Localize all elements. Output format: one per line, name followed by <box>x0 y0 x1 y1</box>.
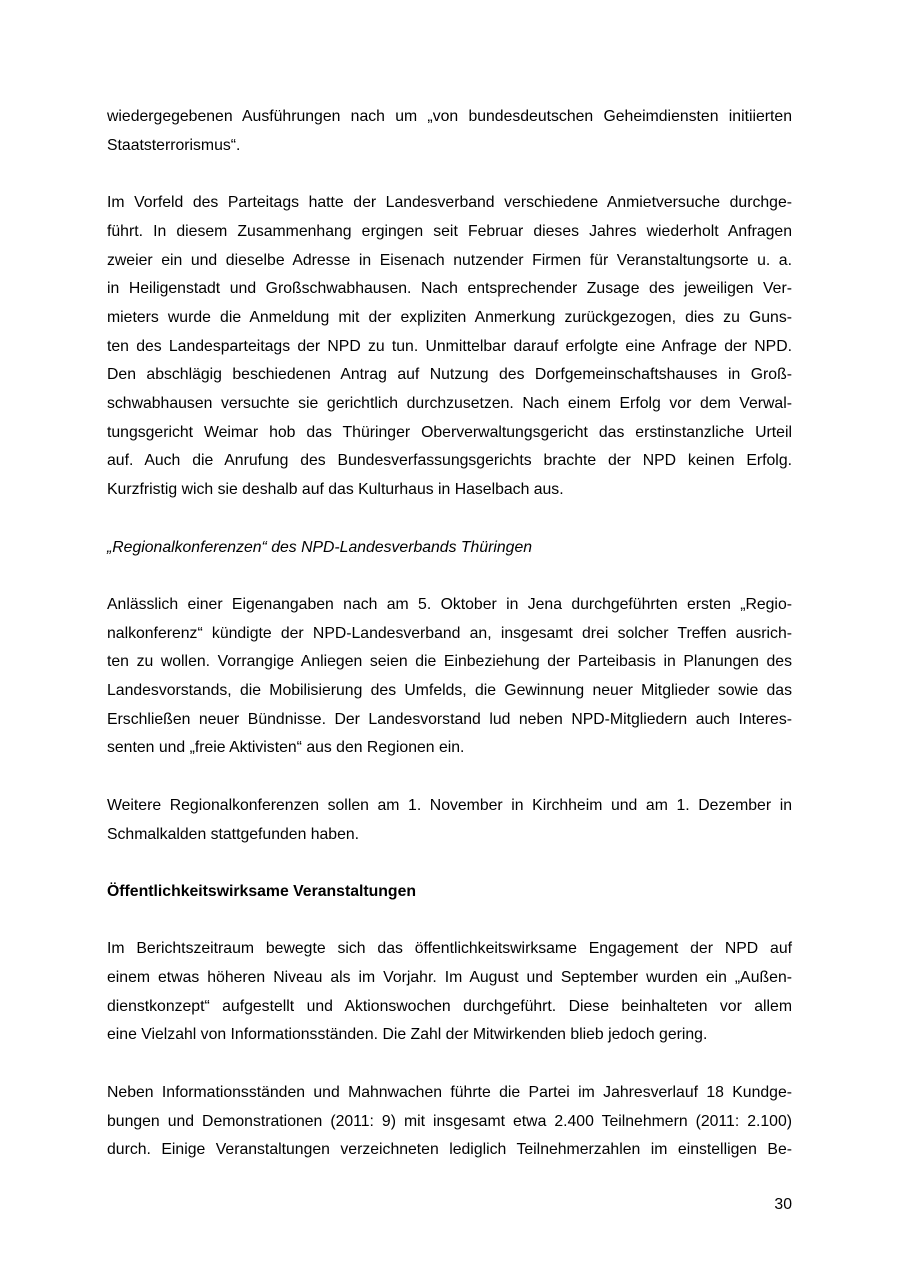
text-line: Weitere Regionalkonferenzen sollen am 1. November in Kirchheim und am 1. Dezember in <box>107 796 792 814</box>
text-line: Neben Informationsständen und Mahnwachen führte die Partei im Jahresverlauf 18 Kundge- <box>107 1083 792 1101</box>
paragraph-public-engagement <box>107 935 792 1050</box>
text-line: zweier ein und dieselbe Adresse in Eisenach nutzender Firmen für Veranstaltungsorte u. a. <box>107 251 792 269</box>
text-line: auf. Auch die Anrufung des Bundesverfassungsgerichts brachte der NPD keinen Erfolg. <box>107 452 792 470</box>
paragraph-intro-continuation <box>107 103 792 160</box>
text-line: Im Berichtszeitraum bewegte sich das öffentlichkeitswirksame Engagement der NPD auf <box>107 940 792 958</box>
text-line: ten des Landesparteitags der NPD zu tun. Unmittelbar darauf erfolgte eine Anfrage der NPD. <box>107 337 792 355</box>
paragraph-regional-conferences <box>107 591 792 763</box>
text-line: wiedergegebenen Ausführungen nach um „von bundesdeutschen Geheimdiensten initiierten <box>107 108 792 125</box>
text-line: tungsgericht Weimar hob das Thüringer Oberverwaltungsgericht das erstinstanzliche Urteil <box>107 423 792 441</box>
heading-text: Öffentlichkeitswirksame Veranstaltungen <box>107 882 417 900</box>
text-line: dienstkonzept“ aufgestellt und Aktionswochen durchgeführt. Diese beinhalteten vor allem <box>107 997 792 1015</box>
text-line: bungen und Demonstrationen (2011: 9) mit insgesamt etwa 2.400 Teilnehmern (2011: 2.100) <box>107 1112 792 1130</box>
section-heading-public-events <box>107 878 792 907</box>
text-line: Staatsterrorismus“. <box>107 136 241 154</box>
text-line: Kurzfristig wich sie deshalb auf das Kulturhaus in Haselbach aus. <box>107 481 564 499</box>
subheading-text: „Regionalkonferenzen“ des NPD-Landesverbands Thüringen <box>107 538 533 556</box>
paragraph-rallies-demonstrations <box>107 1079 792 1165</box>
text-line: durch. Einige Veranstaltungen verzeichneten lediglich Teilnehmerzahlen im einstelligen Be- <box>107 1141 792 1159</box>
page-number: 30 <box>774 1196 792 1213</box>
text-line: nalkonferenz“ kündigte der NPD-Landesverband an, insgesamt drei solcher Treffen ausrich- <box>107 624 792 642</box>
text-line: ten zu wollen. Vorrangige Anliegen seien die Einbeziehung der Parteibasis in Planungen des <box>107 653 792 671</box>
text-line: Anlässlich einer Eigenangaben nach am 5. Oktober in Jena durchgeführten ersten „Regio- <box>107 595 792 613</box>
text-line: Landesvorstands, die Mobilisierung des Umfelds, die Gewinnung neuer Mitglieder sowie das <box>107 682 792 700</box>
text-line: senten und „freie Aktivisten“ aus den Regionen ein. <box>107 739 465 757</box>
document-page <box>107 103 792 1165</box>
text-line: Erschließen neuer Bündnisse. Der Landesvorstand lud neben NPD-Mitgliedern auch Interes- <box>107 710 792 728</box>
text-line: in Heiligenstadt und Großschwabhausen. Nach entsprechender Zusage des jeweiligen Ver- <box>107 280 792 298</box>
text-line: Den abschlägig beschiedenen Antrag auf Nutzung des Dorfgemeinschaftshauses in Groß- <box>107 366 792 384</box>
paragraph-party-conference-venue <box>107 189 792 505</box>
text-line: einem etwas höheren Niveau als im Vorjahr. Im August und September wurden ein „Außen- <box>107 969 792 986</box>
text-line: führt. In diesem Zusammenhang ergingen seit Februar dieses Jahres wiederholt Anfragen <box>107 222 792 240</box>
text-line: mieters wurde die Anmeldung mit der expliziten Anmerkung zurückgezogen, dies zu Guns- <box>107 308 792 326</box>
text-line: Schmalkalden stattgefunden haben. <box>107 825 360 843</box>
paragraph-further-conferences <box>107 792 792 849</box>
subheading-regional-conferences <box>107 534 792 563</box>
text-line: schwabhausen versuchte sie gerichtlich durchzusetzen. Nach einem Erfolg vor dem Verwal- <box>107 395 792 413</box>
text-line: eine Vielzahl von Informationsständen. Die Zahl der Mitwirkenden blieb jedoch gering. <box>107 1026 708 1044</box>
text-line: Im Vorfeld des Parteitags hatte der Landesverband verschiedene Anmietversuche durchge- <box>107 194 792 212</box>
